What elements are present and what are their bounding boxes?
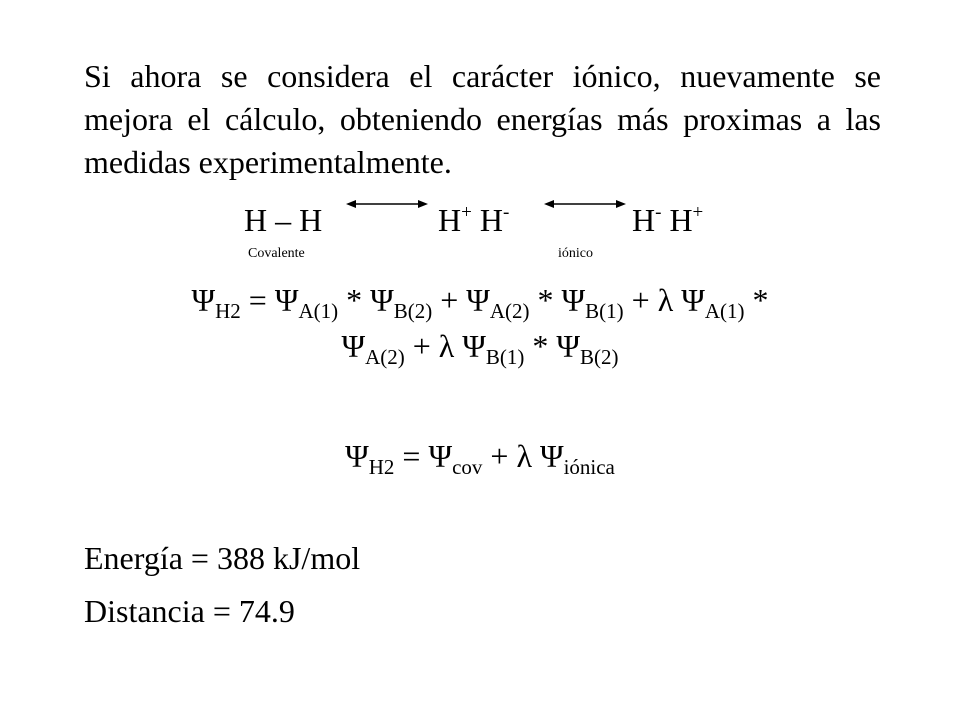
label-ionic: iónico — [558, 246, 593, 261]
resonance-ionic-form-1 — [438, 200, 509, 240]
wavefunction-equation-line-1 — [0, 280, 960, 323]
psi-symbol: Ψ — [191, 282, 216, 318]
subscript-a1: A(1) — [704, 299, 745, 323]
distance-result: Distancia = 74.9 — [84, 593, 295, 629]
lambda-symbol: λ — [438, 328, 455, 364]
plus-sign: + — [482, 438, 517, 474]
multiply-sign: * — [744, 282, 769, 318]
energy-result: Energía = 388 kJ/mol — [84, 540, 361, 576]
subscript-a1: A(1) — [298, 299, 339, 323]
resonance-arrow-1-icon — [346, 197, 428, 211]
subscript-h2: H2 — [368, 455, 395, 479]
psi-symbol: Ψ — [345, 438, 369, 474]
ionic2-h1: H — [632, 202, 656, 238]
subscript-b1: B(1) — [485, 345, 525, 369]
subscript-b1: B(1) — [585, 299, 624, 323]
ionic1-h1-charge: + — [461, 202, 472, 223]
subscript-a2: A(2) — [489, 299, 530, 323]
ionic2-h1-charge: - — [655, 202, 662, 223]
multiply-sign: * — [338, 282, 371, 318]
subscript-b2: B(2) — [580, 345, 619, 369]
label-covalent: Covalente — [248, 246, 305, 261]
subscript-h2: H2 — [215, 299, 241, 323]
lambda-symbol: λ — [516, 438, 532, 474]
psi-symbol: Ψ — [681, 282, 705, 318]
psi-symbol: Ψ — [462, 328, 486, 364]
subscript-cov: cov — [452, 455, 483, 479]
ionic1-h1: H — [438, 202, 462, 238]
ionic1-h2: H — [471, 202, 503, 238]
multiply-sign: * — [529, 282, 562, 318]
psi-symbol: Ψ — [370, 282, 394, 318]
equals-sign: = — [394, 438, 429, 474]
psi-symbol: Ψ — [539, 438, 564, 474]
wavefunction-equation-line-2 — [0, 326, 960, 369]
wavefunction-summary-equation — [0, 436, 960, 479]
intro-paragraph: Si ahora se considera el carácter iónico, nuevamente se mejora el cálculo, obteniendo energías más proximas a las medidas experimentalmente. — [84, 58, 881, 180]
resonance-covalent-form: H – H — [244, 202, 323, 238]
multiply-sign: * — [524, 328, 557, 364]
psi-symbol: Ψ — [561, 282, 586, 318]
resonance-ionic-form-2 — [632, 200, 703, 240]
psi-symbol: Ψ — [556, 328, 581, 364]
lambda-symbol: λ — [657, 282, 674, 318]
subscript-b2: B(2) — [393, 299, 433, 323]
resonance-arrow-2-icon — [544, 197, 626, 211]
ionic1-h2-charge: - — [502, 202, 510, 223]
subscript-a2: A(2) — [365, 345, 405, 369]
psi-symbol: Ψ — [341, 328, 366, 364]
psi-symbol: Ψ — [466, 282, 490, 318]
equals-sign: = — [240, 282, 275, 318]
psi-symbol: Ψ — [428, 438, 453, 474]
psi-symbol: Ψ — [274, 282, 299, 318]
plus-sign: + — [404, 328, 439, 364]
ionic2-h2: H — [661, 202, 693, 238]
plus-sign: + — [432, 282, 467, 318]
subscript-ionica: iónica — [563, 455, 615, 479]
plus-sign: + — [623, 282, 658, 318]
ionic2-h2-charge: + — [692, 202, 704, 223]
